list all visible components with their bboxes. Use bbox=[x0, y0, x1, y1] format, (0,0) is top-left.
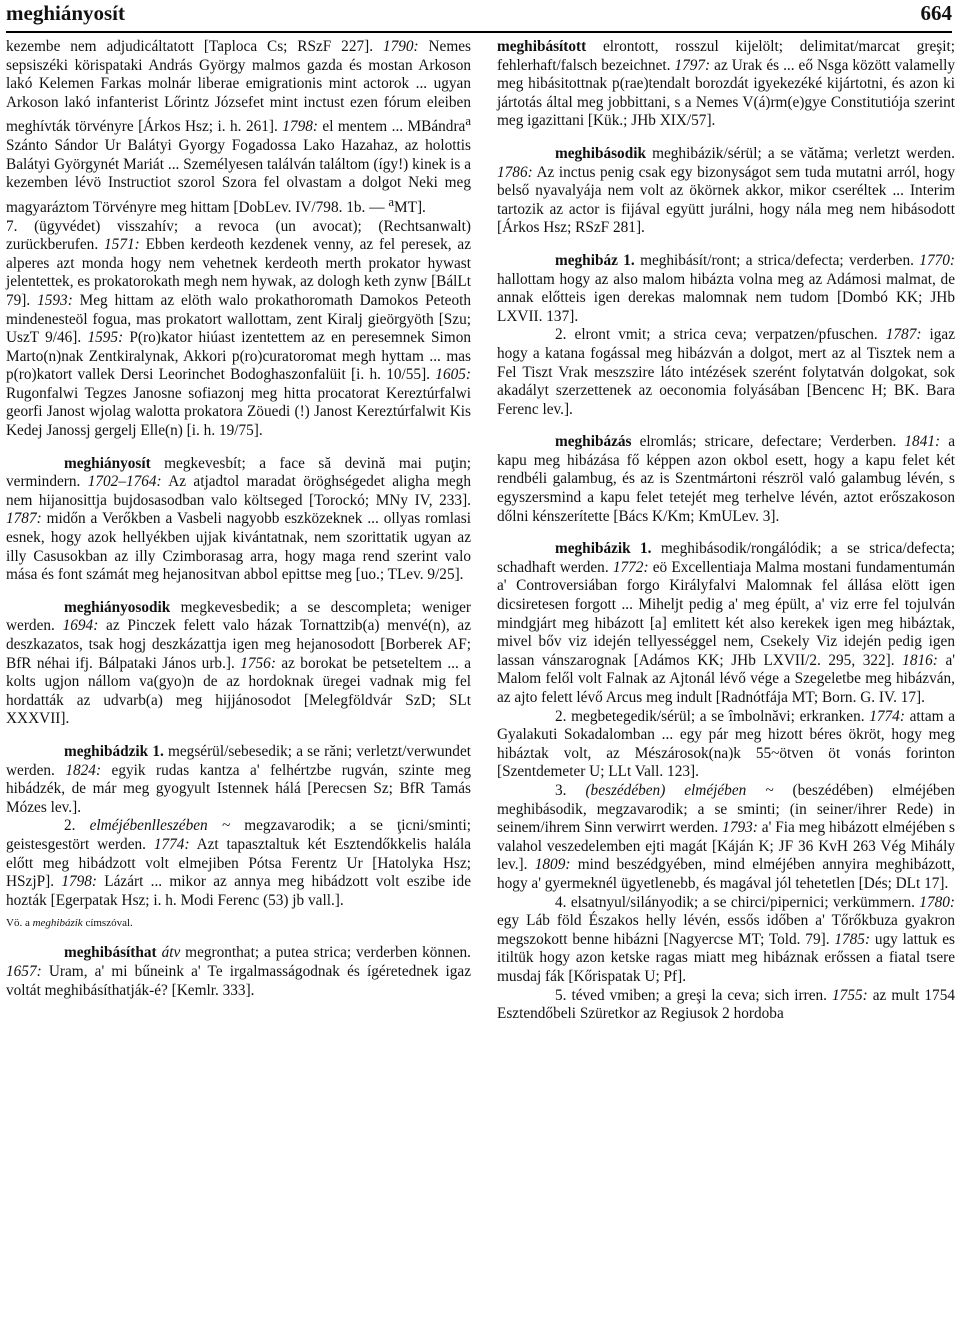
dictionary-paragraph: meghibásíthat átv megronthat; a putea strica; verderben können. 1657: Uram, a' mi bűneink a' Te irgalmasságodnak és ígéretednek igaz voltát meghibásíthatják-é? [Kemlr. 333]. bbox=[6, 944, 471, 999]
left-column bbox=[6, 38, 471, 1000]
right-column bbox=[497, 38, 955, 1024]
dictionary-paragraph: meghibázik 1. meghibásodik/rongálódik; a se strica/defecta; schadhaft werden. 1772: eö Excellentiaja Malma mostani fundamentumán a' Controversiában forgo Királyfalvi Malomnak fel állása elött igen dicsiretesen forgott ... Miheljt pedig a' meg épült, a' viz erre fel tojulván mindgjárt meg hibázott [a] emlitett két also kerekek igen meg hibáztak, mivel bőv viz idején tellyességgel nem, Csekely Viz idején pedig igen lassan vánszarognak [Adámos KK; JHb LXVII/2. 295, 322]. 1816: a' Malom felől volt Falnak az Ajtonál lévő vége a Szegeletbe meg hibázván, az ajto felett lévő Arcus meg indult [Radnótfája MT; Born. G. IV. 17]. bbox=[497, 540, 956, 706]
dictionary-paragraph: meghibásodik meghibázik/sérül; a se vătăma; verletzt werden. 1786: Az inctus penig csak egy bizonyságot sem tuda mutatni arról, hogy belső nyavalyája nem volt az ökörnek akkor, mikor cseréltek ... Interim tartozik az actor is fijával együtt jurálni, hogy nála meg nem hibásodott [Árkos Hsz; RSzF 281]. bbox=[497, 144, 955, 237]
dictionary-paragraph: meghibázás elromlás; stricare, defectare; Verderben. 1841: a kapu meg hibázása fő képpen azon okbol esett, hogy a kapu felet két rendbéli galambug, és az is Szentmártoni részröl való galambug lévén, s egyszersmind a kapu felet tetejét meg terhelve lévén, aztot erőszakoson dőlni kénszerítette [Bács K/Km; KmULev. 3]. bbox=[497, 433, 955, 525]
dictionary-paragraph: meghiányosít megkevesbít; a face să devină mai puţin; vermindern. 1702–1764: Az atjadtol maradat öröghségedet aligha megh nem hijanosittja bujdosasodban valo költseged [Torockó; MNy IV, 233]. 1787: midőn a Verőkben a Vasbeli nagyobb eszközeknek ... ollyas romlasi esnek, hogy azok hellyékben ujjak kivántatnak, nem szorittatik ugyan az illy Casusokban az illy Czimborasag arra, hogy maga rend szerint valo mása és font számát meg hejanositvan abbol epittse meg [uo.; TLev. 9/25]. bbox=[6, 454, 471, 584]
dictionary-paragraph: meghibádzik 1. megsérül/sebesedik; a se răni; verletzt/verwundet werden. 1824: egyik rudas kantza a' felhértzbe rugván, szinte meg hibádzék, de már meg gyogyult Istennek hálá [Perecsen Sz; BfR Tamás Mózes lev.]. bbox=[6, 742, 471, 816]
dictionary-paragraph: 3. (beszédében) elméjében ~ (beszédében) elméjében meghibásodik, megzavarodik; a se sminti; (in seiner/ihrer Rede) in seinem/ihrem Sinn verwirrt werden. 1793: a' Fia meg hibázott elméjében s valahol veszedelemben ejti magát [Káján K; JF 36 KvH 263 Vég Mihály lev.]. 1809: mind beszédgyében, mind elméjében annyira meghibázott, hogy a' gyermeknél ügyetlenebb, és magával jól tehetetlen [Dés; DLt 17]. bbox=[497, 781, 956, 892]
dictionary-paragraph: 2. elront vmit; a strica ceva; verpatzen/pfuschen. 1787: igaz hogy a katana fogással meg hibázván a dolgot, mert az al Tisztek nem a Fel Tiszt Vrak meszszire láto intézések szerént folytatván dolgokat, sok akadályt szerzettenek az oeconomia folyásában [Bencenc H; BK. Bara Ferenc lev.]. bbox=[497, 326, 955, 418]
dictionary-paragraph: kezembe nem adjudicáltatott [Taploca Cs; RSzF 227]. 1790: Nemes sepsiszéki körispataki András György malmos gazda és mostan Arkoson lakó Kelemen Farkas molnár liberae emigrationis mint actorok ... ugyan Arkoson lakó infanterist Lőrintz Józsefet mint inctust ezen fórum eleiben meghívták törvényre [Árkos Hsz; i. h. 261]. 1798: el mentem ... MBándra$^a$ Szánto Sándor Ur Balátyi Gyorgy Fogadossa Lako Hazahaz, az holottis Balátyi Györgynét Mariát ... Személyesen találván találtom (így!) kinek is a kezemben lévö Instructiot szorol Szora fel olvastam a dolgot Neki meg magyaráztom Törvényre meg hittam [DobLev. IV/798. 1b. — $^a$MT]. bbox=[6, 38, 471, 216]
page-header bbox=[6, 0, 952, 30]
page-number: 664 bbox=[920, 1, 952, 25]
cross-reference-note: Vö. a meghibázik címszóval. bbox=[6, 917, 133, 930]
dictionary-paragraph: 4. elsatnyul/silányodik; a se chirci/pipernici; verkümmern. 1780: egy Láb föld Északos helly lévén, essős időben a' Tőrőkbuza gyakron megszokott benne hibázni [Nagyercse MT; Told. 79]. 1785: ugy lattuk es itiltük hogy azon ketske ragas miatt meg hibáznak erőssen a fiatal tsere musdaj fák [Kőrispatak U; Pf]. bbox=[497, 893, 956, 985]
dictionary-paragraph: 2. megbetegedik/sérül; a se îmbolnăvi; erkranken. 1774: attam a Gyalakuti Sokadalomban ... egy pár meg hizott béres ökröt, hogy meg hibáztak volt, az Mészárosok(na)k 55~ötven öt vonás forinton [Szentdemeter U; LLt Vall. 123]. bbox=[497, 707, 955, 781]
dictionary-paragraph: 5. téved vmiben; a greşi la ceva; sich irren. 1755: az mult 1754 Esztendőbeli Szüretkor az Regiusok 2 hordoba bbox=[497, 986, 955, 1023]
dictionary-paragraph: meghibásított elrontott, rosszul kijelölt; delimitat/marcat greşit; fehlerhaft/falsch bezeichnet. 1797: az Urak és ... eő Nsga között valamelly meg hibásitottnak p(rae)tendalt borozdát igyekezéké kijártotni, és azon ki jártotás által meg jobbittani, s a Nemes V(á)rm(e)gye Constitutiója szerint meg igazittani [Kük.; JHb XIX/57]. bbox=[497, 38, 955, 130]
dictionary-paragraph: 7. (ügyvédet) visszahív; a revoca (un avocat); (Rechtsanwalt) zurückberufen. 1571: Ebben kerdeoth kezdenek venny, az fel peresek, az alperes azt monda hogy nem vehetnek kerdeoth merth prokator hywast jelentettek, es prokatorokath megh nem hywak, az dologh keth zynw [BálLt 79]. 1593: Meg hittam az elöth walo prokathoromath Damokos Peteoth mindenesteöl fogua, mas prokatort wallottam, zent Kiralj gieörgyöth [Szu; UszT 9/46]. 1595: P(ro)kator hiúast izentettem az en peresemnek Simon Marto(n)nak Zentkiralynak, Akkori p(ro)curatoromat megh hyttam ... mas p(ro)katort vallek Dersi Leorinchet Bodoghaszonfalüit [i. h. 10/55]. 1605: Rugonfalwi Tegzes Janosne sofiazonj meg hitta procatorat Kereztúrfalwi georfi Janost wjolag walotta prokatora Zöuedi (!) Janost Kereztúrfalwit Kis Kedej Janossj gergelj Elle(n) [i. h. 19/75]. bbox=[6, 217, 472, 440]
dictionary-paragraph: meghiányosodik megkevesbedik; a se descompleta; weniger werden. 1694: az Pinczek felett valo házak Tornattzib(a) menvé(n), az deszkazatos, tsak hogj deszkázattja igen meg hejanosodott [Borberek AF; BfR néhai ifj. Bálpataki János urb.]. 1756: az borokat be petseteltem ... a kolts ugjon nállom va(gyo)n de az hordoknak üregei vadnak mig fel hordatták az udvarb(a) meg hijjánosodot [Melegföldvár SzD; SLt XXXVII]. bbox=[6, 598, 472, 728]
dictionary-paragraph: meghibáz 1. meghibásít/ront; a strica/defecta; verderben. 1770: hallottam hogy az also malom hibázta volna meg az Adámosi malmat, de annak előtteis igen derekas malomnak nem tudom [Dombó KK; JHb LXVII. 137]. bbox=[497, 251, 955, 325]
header-rule bbox=[6, 31, 952, 33]
running-headword: meghiányosít bbox=[6, 1, 126, 25]
dictionary-paragraph: 2. elméjébenlleszében ~ megzavarodik; a se ţicni/sminti; geistesgestört werden. 1774: Azt tapasztaltuk két Esztendőkkelis halála előtt meg hibádzott volt elmejiben Pótsa Ferentz Ur [Hatolyka Hsz; HSzjP]. 1798: Lázárt ... mikor az annya meg hibádzott volt eszibe ide hozták [Egerpatak Hsz; i. h. Modi Ferenc (53) jb vall.]. bbox=[6, 817, 471, 909]
